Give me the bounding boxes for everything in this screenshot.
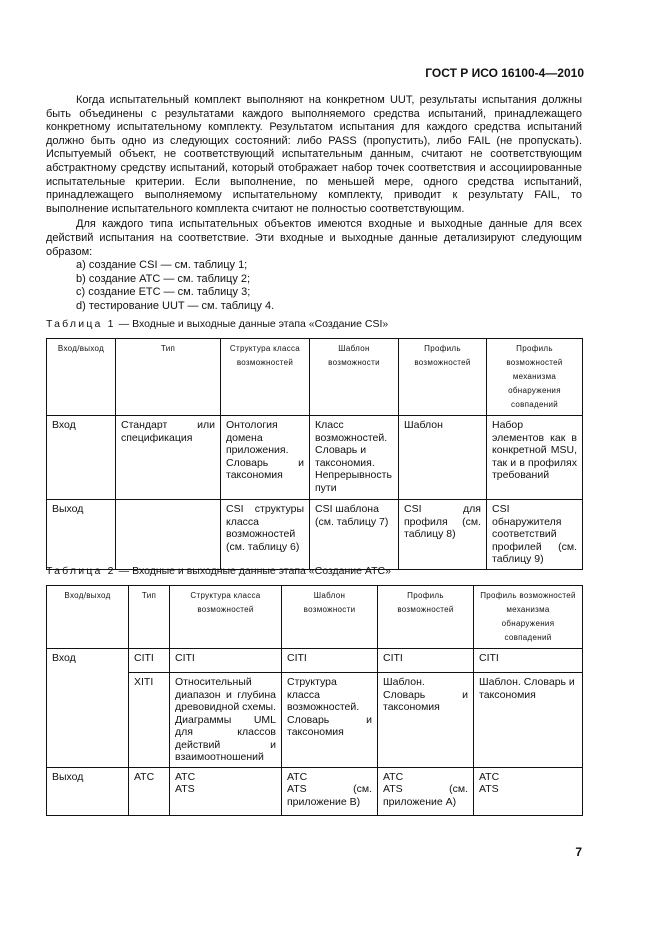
io-list <box>46 259 582 313</box>
table-cell: CITI <box>474 649 583 673</box>
list-item: а) создание CSI — см. таблицу 1; <box>76 259 248 272</box>
page-number: 7 <box>575 845 582 859</box>
body-text <box>46 94 582 314</box>
table-header-row <box>47 586 583 649</box>
table-cell: Онтология домена приложения. Словарь и таксономия <box>221 416 310 500</box>
table1-title: — Входные и выходные данные этапа «Создание CSI» <box>115 318 389 330</box>
paragraph-test-results: Когда испытательный комплект выполняют на конкретном UUT, результаты испытания должны быть объединены с результатами каждого выполняемого средства испытаний, принадлежащего конкретному испытательному комплекту. Результатом испытания для каждого средства испытаний должно быть одно из следующих состояний: либо PASS (пропустить), либо FAIL (не пропускать). Испытуемый объект, не соответствующий испытательным данным, считают не соответствующим абстрактному средству испытаний, который отображает набор точек соответствия и ассоциированные испытательные критерии. Если выполнение, по меньшей мере, одного средства испытаний, принадлежащего выполняемому испытательному комплекту, приводит к результату FAIL, то выполнение испытательного комплекта считают не полностью соответствующим. <box>46 94 582 215</box>
table-cell <box>116 500 221 570</box>
table-cell: Вход <box>47 416 116 500</box>
paragraph-io-data: Для каждого типа испытательных объектов имеются входные и выходные данные для всех действий испытания на соответствие. Эти входные и выходные данные детализируют следующим образом: <box>46 218 582 258</box>
table-cell: Выход <box>47 500 116 570</box>
table1-caption <box>46 318 388 330</box>
table-header-cell: Профиль возможностей механизма обнаружения совпадений <box>487 339 583 416</box>
table-row <box>47 649 583 673</box>
table-cell: Шаблон. Словарь и таксономия <box>378 673 474 768</box>
table-header-cell: Профиль возможностей <box>399 339 487 416</box>
table-cell: XITI <box>129 673 170 768</box>
table-cell: Набор элементов как в конкретной MSU, так и в профилях требований <box>487 416 583 500</box>
table-cell: АТС ATS <box>170 767 282 815</box>
document-header: ГОСТ Р ИСО 16100-4—2010 <box>425 66 584 80</box>
list-item: с) создание ЕТС — см. таблицу 3; <box>76 286 251 299</box>
table-header-cell: Тип <box>129 586 170 649</box>
table-cell: Относительный диапазон и глубина древовидной схемы. Диаграммы UML для классов действий и взаимоотношений <box>170 673 282 768</box>
table-cell: АТС ATS <box>474 767 583 815</box>
table-cell: АТС ATS (см. приложение В) <box>282 767 378 815</box>
table-cell: АТС <box>129 767 170 815</box>
table-cell: CSI структуры класса возможностей (см. таблицу 6) <box>221 500 310 570</box>
table-row <box>47 500 583 570</box>
table-cell: CITI <box>378 649 474 673</box>
table-cell: Класс возможностей. Словарь и таксономия. Непрерывность пути <box>310 416 399 500</box>
table-header-cell: Вход/выход <box>47 586 129 649</box>
table-header-cell: Профиль возможностей <box>378 586 474 649</box>
table-header-cell: Профиль возможностей механизма обнаружения совпадений <box>474 586 583 649</box>
table-cell: Вход <box>47 649 129 768</box>
list-item: d) тестирование UUT — см. таблицу 4. <box>76 299 275 312</box>
table-header-cell: Шаблон возможности <box>282 586 378 649</box>
table-cell: Структура класса возможностей. Словарь и таксономия <box>282 673 378 768</box>
table-cell: CITI <box>282 649 378 673</box>
table-cell: Выход <box>47 767 129 815</box>
table-cell: Шаблон <box>399 416 487 500</box>
table-cell: CITI <box>129 649 170 673</box>
table1 <box>46 338 583 570</box>
table-header-cell: Шаблон возможности <box>310 339 399 416</box>
table-cell: CSI для профиля (см. таблицу 8) <box>399 500 487 570</box>
table2 <box>46 585 583 816</box>
table-cell: CITI <box>170 649 282 673</box>
table-row <box>47 767 583 815</box>
table-header-cell: Структура класса возможностей <box>170 586 282 649</box>
table-cell: Стандарт или спецификация <box>116 416 221 500</box>
table-header-cell: Тип <box>116 339 221 416</box>
table-header-cell: Вход/выход <box>47 339 116 416</box>
table-row <box>47 416 583 500</box>
table2-label: Таблица 2 <box>46 565 116 577</box>
list-item: b) создание АТС — см. таблицу 2; <box>76 272 251 285</box>
table-cell: АТС ATS (см. приложение А) <box>378 767 474 815</box>
table-cell: Шаблон. Словарь и таксономия <box>474 673 583 768</box>
table-header-cell: Структура класса возможностей <box>221 339 310 416</box>
table2-title: — Входные и выходные данные этапа «Создание АТС» <box>115 565 391 577</box>
table-cell: CSI обнаружителя соответствий профилей (см. таблицу 9) <box>487 500 583 570</box>
table2-caption <box>46 565 391 577</box>
table1-label: Таблица 1 <box>46 318 116 330</box>
table-cell: CSI шаблона (см. таблицу 7) <box>310 500 399 570</box>
table-header-row <box>47 339 583 416</box>
